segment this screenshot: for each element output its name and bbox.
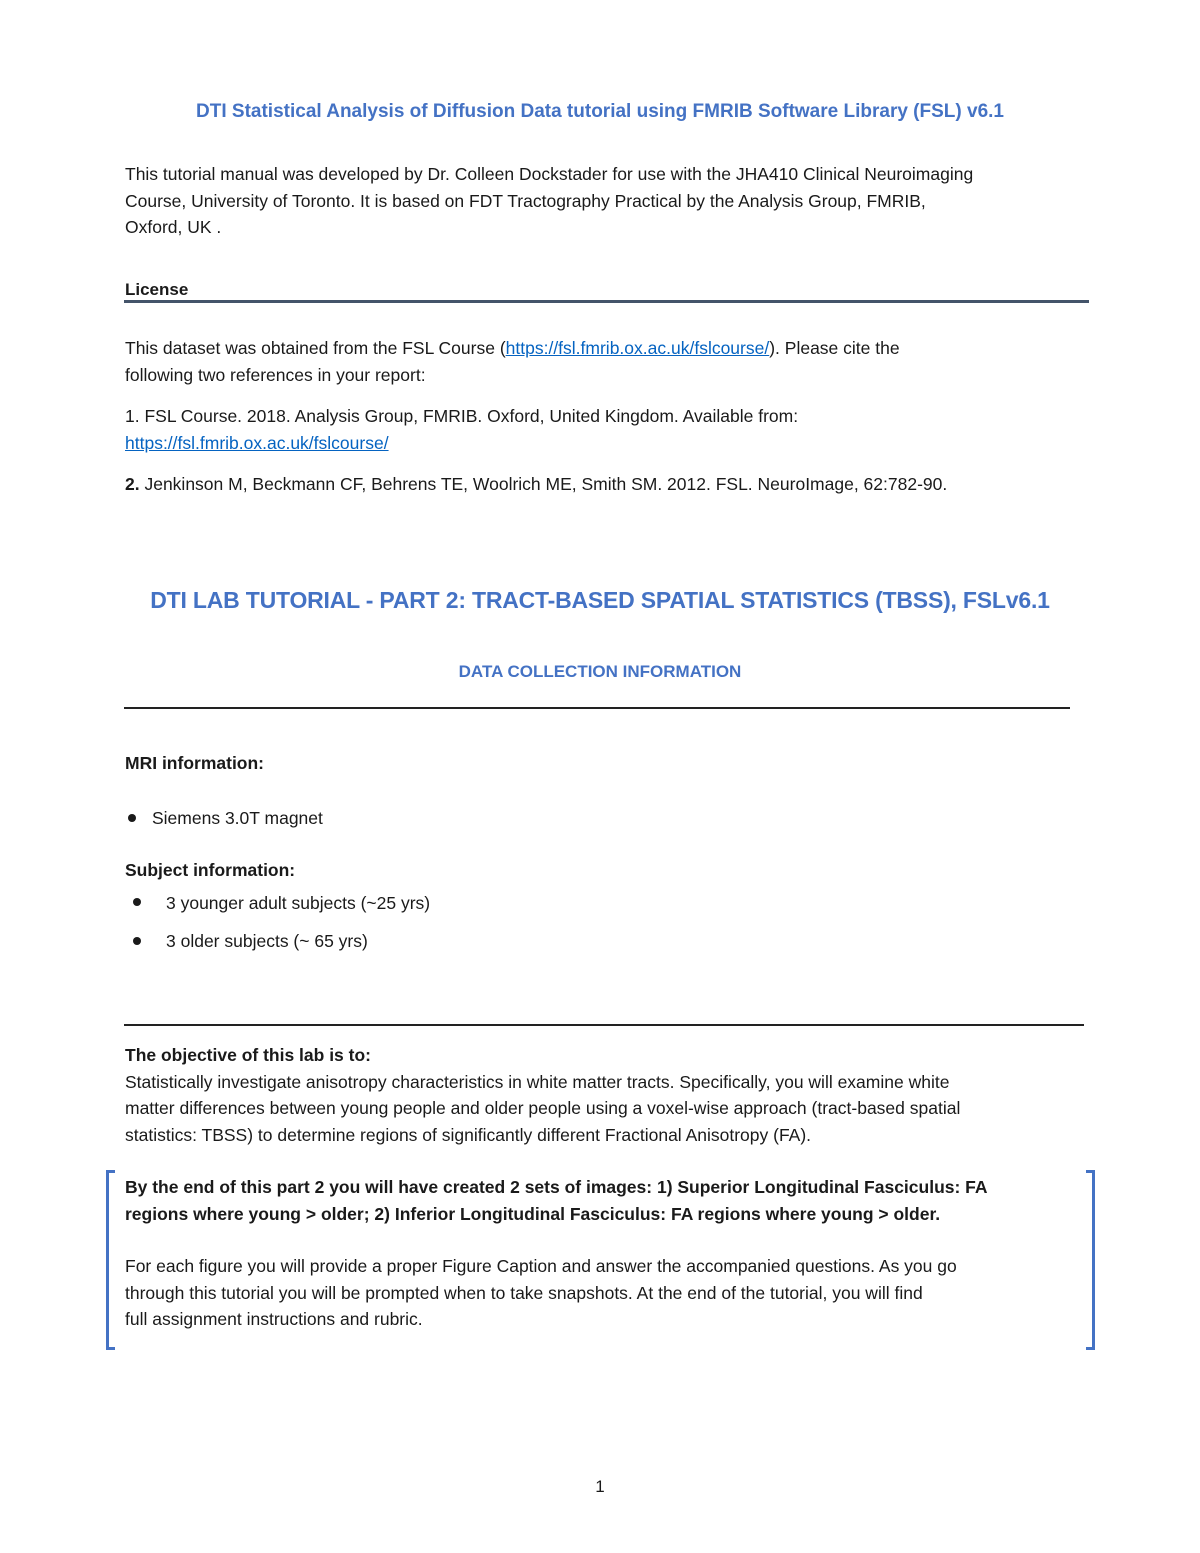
license-line: following two references in your report: [125,364,426,385]
license-paragraph [125,335,1090,388]
data-collection-divider [124,707,1070,709]
reference-2-text: Jenkinson M, Beckmann CF, Behrens TE, Woolrich ME, Smith SM. 2012. FSL. NeuroImage, 62:782-90. [139,474,948,494]
objective-line: matter differences between young people and older people using a voxel-wise approach (tract-based spatial [125,1098,961,1118]
deliverables-line: By the end of this part 2 you will have created 2 sets of images: 1) Superior Longitudinal Fasciculus: FA [125,1177,988,1197]
subject-item: 3 younger adult subjects (~25 yrs) [166,893,431,913]
intro-paragraph [125,161,1090,241]
bullet-icon [128,814,136,822]
objective-line: statistics: TBSS) to determine regions of significantly different Fractional Anisotropy (FA). [125,1124,812,1145]
mri-heading: MRI information: [125,753,265,773]
bullet-icon [133,898,141,906]
instructions-line: full assignment instructions and rubric. [125,1309,423,1329]
instructions-paragraph [125,1253,1085,1333]
reference-2 [125,471,1090,498]
left-bracket [106,1170,115,1350]
reference-1-link[interactable]: https://fsl.fmrib.ox.ac.uk/fslcourse/ [125,432,389,453]
license-divider [124,300,1089,303]
deliverables-line: regions where young > older; 2) Inferior Longitudinal Fasciculus: FA regions where young > older. [125,1203,941,1224]
license-text: ). Please cite the [769,338,900,358]
data-collection-heading: DATA COLLECTION INFORMATION [458,662,742,681]
bullet-icon [133,937,141,945]
deliverables-statement [125,1174,1085,1227]
document-title: DTI Statistical Analysis of Diffusion Data tutorial using FMRIB Software Library (FSL) v6.1 [196,101,1004,122]
subject-item: 3 older subjects (~ 65 yrs) [166,931,368,951]
license-line [125,335,1090,362]
part2-title: DTI LAB TUTORIAL - PART 2: TRACT-BASED SPATIAL STATISTICS (TBSS), FSLv6.1 [150,587,1050,613]
objective-heading: The objective of this lab is to: [125,1045,371,1065]
page-number: 1 [595,1477,605,1496]
objective-line: Statistically investigate anisotropy characteristics in white matter tracts. Specifically, you will examine white [125,1071,950,1092]
right-bracket [1086,1170,1095,1350]
reference-1-text: 1. FSL Course. 2018. Analysis Group, FMRIB. Oxford, United Kingdom. Available from: [125,406,799,426]
mri-item: Siemens 3.0T magnet [152,808,323,828]
reference-2-number: 2. [125,474,140,494]
intro-line: Course, University of Toronto. It is based on FDT Tractography Practical by the Analysis Group, FMRIB, [125,190,926,211]
subject-heading: Subject information: [125,860,296,880]
intro-line: Oxford, UK . [125,217,222,237]
instructions-line: through this tutorial you will be prompted when to take snapshots. At the end of the tutorial, you will find [125,1282,923,1303]
intro-line: This tutorial manual was developed by Dr. Colleen Dockstader for use with the JHA410 Clinical Neuroimaging [125,164,974,184]
fsl-course-link[interactable]: https://fsl.fmrib.ox.ac.uk/fslcourse/ [505,338,770,358]
objective-section [125,1042,1095,1148]
license-text: This dataset was obtained from the FSL Course ( [125,338,506,358]
license-heading: License [125,280,189,299]
instructions-line: For each figure you will provide a proper Figure Caption and answer the accompanied questions. As you go [125,1256,957,1276]
reference-1 [125,403,1090,456]
objective-divider [124,1024,1084,1026]
